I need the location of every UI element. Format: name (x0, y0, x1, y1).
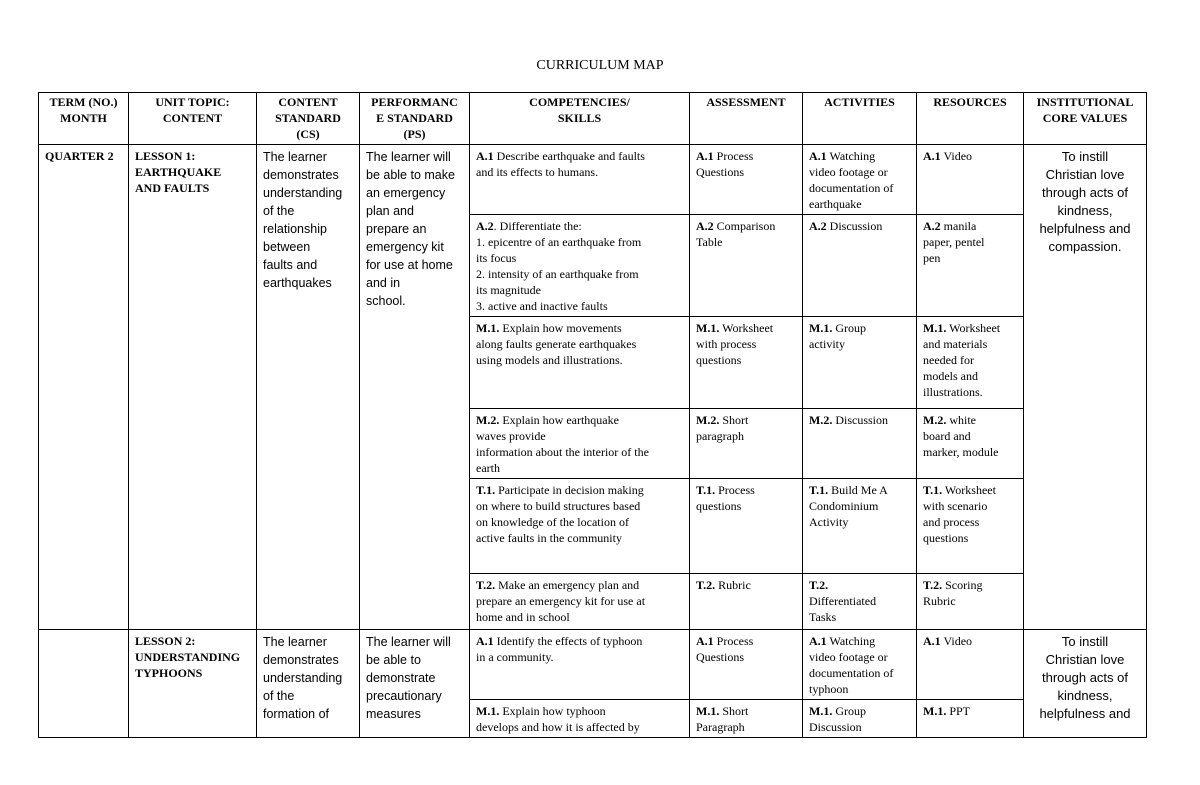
activity-cell-line: earthquake (809, 197, 862, 211)
resource-cell-line: with scenario (923, 499, 988, 513)
assessment-cell-text: Short (719, 704, 749, 718)
performance-standard-cell-line: prepare an (366, 222, 427, 236)
assessment-cell-text: Process (713, 634, 754, 648)
header-resources: RESOURCES (917, 93, 1024, 145)
performance-standard-cell-line: The learner will (366, 635, 451, 649)
competency-cell-line: on knowledge of the location of (476, 515, 629, 529)
competency-cell-line: its focus (476, 251, 517, 265)
core-values-cell-line: compassion. (1048, 239, 1122, 254)
performance-standard-cell-line: emergency kit (366, 240, 444, 254)
competency-cell-line (476, 148, 683, 164)
unit-topic-cell-line: EARTHQUAKE (135, 165, 222, 179)
activity-cell (803, 700, 917, 738)
competency-cell-line: on where to build structures based (476, 499, 641, 513)
header-content-standard: CONTENT STANDARD (CS) (257, 93, 360, 145)
competency-cell-line: and its effects to humans. (476, 165, 599, 179)
resource-cell (917, 574, 1024, 630)
activity-cell-line: typhoon (809, 682, 849, 696)
assessment-cell (690, 630, 803, 700)
resource-cell-text: Worksheet (942, 483, 996, 497)
core-values-cell-line: To instill (1061, 634, 1109, 649)
competency-cell-code: A.1 (476, 634, 494, 648)
competency-cell (470, 574, 690, 630)
activity-cell-line: documentation of (809, 181, 894, 195)
competency-cell-line: 1. epicentre of an earthquake from (476, 235, 642, 249)
activity-cell-line: documentation of (809, 666, 894, 680)
resource-cell-line: paper, pentel (923, 235, 985, 249)
competency-cell-code: A.1 (476, 149, 494, 163)
resource-cell-text: manila (940, 219, 977, 233)
resource-cell-line: pen (923, 251, 941, 265)
resource-cell-line: and materials (923, 337, 988, 351)
resource-cell-text: Scoring (942, 578, 983, 592)
assessment-cell (690, 700, 803, 738)
resource-cell (917, 630, 1024, 700)
performance-standard-cell-line: The learner will (366, 150, 451, 164)
assessment-cell-line (696, 218, 796, 234)
core-values-cell-line: kindness, (1057, 688, 1113, 703)
resource-cell-code: T.1. (923, 483, 943, 497)
activity-cell-line (809, 148, 910, 164)
performance-standard-cell-line: demonstrate (366, 671, 436, 685)
activity-cell-code: M.1. (809, 704, 833, 718)
competency-cell (470, 409, 690, 479)
resource-cell-line: models and (923, 369, 978, 383)
header-core-values: INSTITUTIONAL CORE VALUES (1024, 93, 1147, 145)
header-row (39, 93, 1147, 145)
assessment-cell-line: questions (696, 499, 742, 513)
term-cell (39, 630, 129, 738)
page-title: CURRICULUM MAP (536, 58, 664, 73)
activity-cell-line (809, 633, 910, 649)
core-values-cell (1024, 630, 1147, 738)
assessment-cell-text: Rubric (715, 578, 751, 592)
competency-cell (470, 630, 690, 700)
assessment-cell-line: paragraph (696, 429, 744, 443)
header-activities: ACTIVITIES (803, 93, 917, 145)
resource-cell-code: A.1 (923, 149, 941, 163)
activity-cell-line: video footage or (809, 650, 888, 664)
assessment-cell-line: Table (696, 235, 723, 249)
activity-cell-line: video footage or (809, 165, 888, 179)
activity-cell-text: Discussion (832, 413, 888, 427)
header-term: TERM (NO.) MONTH (39, 93, 129, 145)
competency-cell-line: active faults in the community (476, 531, 622, 545)
activity-cell-code: T.1. (809, 483, 829, 497)
unit-topic-cell (129, 145, 257, 630)
resource-cell-text: Worksheet (946, 321, 1001, 335)
header-performance-standard: PERFORMANC E STANDARD (PS) (360, 93, 470, 145)
competency-cell-code: A.2 (476, 219, 494, 233)
competency-cell-line: information about the interior of the (476, 445, 649, 459)
core-values-cell-line: Christian love (1045, 652, 1125, 667)
competency-cell (470, 479, 690, 574)
content-standard-cell-line: The learner (263, 150, 327, 164)
competency-cell-line: 2. intensity of an earthquake from (476, 267, 639, 281)
resource-cell-code: M.2. (923, 413, 947, 427)
table-row (39, 630, 1147, 700)
resource-cell-text: PPT (946, 704, 971, 718)
core-values-cell-line: helpfulness and (1039, 706, 1131, 721)
competency-cell (470, 700, 690, 738)
competency-cell-text: Make an emergency plan and (495, 578, 640, 592)
activity-cell (803, 145, 917, 215)
resource-cell-line: needed for (923, 353, 974, 367)
activity-cell-line: Differentiated (809, 594, 877, 608)
core-values-cell-line: Christian love (1045, 167, 1125, 182)
competency-cell-line: using models and illustrations. (476, 353, 623, 367)
activity-cell (803, 215, 917, 317)
competency-cell-line: its magnitude (476, 283, 541, 297)
core-values-cell-line: kindness, (1057, 203, 1113, 218)
content-standard-cell-line: relationship (263, 222, 327, 236)
performance-standard-cell-line: school. (366, 294, 406, 308)
competency-cell-line (476, 218, 683, 234)
term-cell: QUARTER 2 (39, 145, 129, 630)
competency-cell-code: T.2. (476, 578, 496, 592)
assessment-cell (690, 317, 803, 409)
competency-cell-text: Participate in decision making (495, 483, 644, 497)
activity-cell-code: M.2. (809, 413, 833, 427)
content-standard-cell-line: of the (263, 204, 295, 218)
resource-cell-text: Video (940, 149, 973, 163)
assessment-cell-line: Questions (696, 165, 744, 179)
assessment-cell-code: T.2. (696, 578, 716, 592)
assessment-cell-code: A.1 (696, 634, 714, 648)
performance-standard-cell-line: for use at home (366, 258, 453, 272)
competency-cell-line (476, 482, 683, 498)
content-standard-cell-line: understanding (263, 186, 343, 200)
assessment-cell-code: T.1. (696, 483, 716, 497)
resource-cell-line: and process (923, 515, 980, 529)
content-standard-cell (257, 145, 360, 630)
activity-cell-code: A.1 (809, 634, 827, 648)
activity-cell-line (809, 577, 910, 593)
activity-cell-line: Condominium (809, 499, 879, 513)
assessment-cell-line (696, 148, 796, 164)
activity-cell-text: Group (832, 321, 866, 335)
assessment-cell-line (696, 577, 796, 593)
content-standard-cell-line: faults and (263, 258, 318, 272)
assessment-cell-text: Comparison (713, 219, 776, 233)
resource-cell-line (923, 412, 1017, 428)
activity-cell (803, 574, 917, 630)
assessment-cell-line (696, 320, 796, 336)
performance-standard-cell-line: measures (366, 707, 421, 721)
competency-cell (470, 215, 690, 317)
resource-cell-line (923, 633, 1017, 649)
core-values-cell-line: through acts of (1042, 670, 1128, 685)
content-standard-cell-line: formation of (263, 707, 330, 721)
assessment-cell-line (696, 412, 796, 428)
resource-cell-code: A.2 (923, 219, 941, 233)
activity-cell (803, 479, 917, 574)
resource-cell-code: M.1. (923, 704, 947, 718)
competency-cell-text: Identify the effects of typhoon (493, 634, 643, 648)
activity-cell-code: A.2 (809, 219, 827, 233)
core-values-cell-line: through acts of (1042, 185, 1128, 200)
resource-cell-line: marker, module (923, 445, 999, 459)
activity-cell (803, 409, 917, 479)
competency-cell-line: along faults generate earthquakes (476, 337, 637, 351)
resource-cell (917, 409, 1024, 479)
assessment-cell-code: M.2. (696, 413, 720, 427)
competency-cell-line (476, 412, 683, 428)
resource-cell-code: T.2. (923, 578, 943, 592)
activity-cell-code: A.1 (809, 149, 827, 163)
performance-standard-cell-line: plan and (366, 204, 414, 218)
competency-cell-code: M.2. (476, 413, 500, 427)
competency-cell-code: T.1. (476, 483, 496, 497)
assessment-cell-line (696, 633, 796, 649)
resource-cell-code: A.1 (923, 634, 941, 648)
activity-cell-line (809, 703, 910, 719)
resource-cell (917, 700, 1024, 738)
resource-cell (917, 215, 1024, 317)
performance-standard-cell-line: be able to make (366, 168, 455, 182)
core-values-cell (1024, 145, 1147, 630)
resource-cell-line (923, 577, 1017, 593)
activity-cell-line: activity (809, 337, 845, 351)
resource-cell-line (923, 482, 1017, 498)
activity-cell (803, 317, 917, 409)
performance-standard-cell (360, 145, 470, 630)
resource-cell-line: Rubric (923, 594, 956, 608)
assessment-cell-line: with process (696, 337, 757, 351)
activity-cell (803, 630, 917, 700)
header-competencies: COMPETENCIES/ SKILLS (470, 93, 690, 145)
content-standard-cell (257, 630, 360, 738)
content-standard-cell-line: earthquakes (263, 276, 332, 290)
header-unit-topic: UNIT TOPIC: CONTENT (129, 93, 257, 145)
assessment-cell-line (696, 703, 796, 719)
activity-cell-code: M.1. (809, 321, 833, 335)
unit-topic-cell-line: LESSON 2: (135, 634, 196, 648)
competency-cell-text: Explain how earthquake (499, 413, 619, 427)
assessment-cell (690, 574, 803, 630)
competency-cell-code: M.1. (476, 321, 500, 335)
resource-cell-line: illustrations. (923, 385, 983, 399)
competency-cell-text: Explain how typhoon (499, 704, 606, 718)
competency-cell-line (476, 633, 683, 649)
competency-cell-line: 3. active and inactive faults (476, 299, 608, 313)
activity-cell-text: Build Me A (828, 483, 888, 497)
activity-cell-line: Activity (809, 515, 849, 529)
competency-cell-line: home and in school (476, 610, 570, 624)
performance-standard-cell (360, 630, 470, 738)
activity-cell-line (809, 320, 910, 336)
performance-standard-cell-line: and in (366, 276, 401, 290)
assessment-cell (690, 215, 803, 317)
competency-cell-line: waves provide (476, 429, 546, 443)
assessment-cell-text: Process (715, 483, 755, 497)
unit-topic-cell-line: LESSON 1: (135, 149, 196, 163)
table-row (39, 145, 1147, 215)
competency-cell-text: Describe earthquake and faults (493, 149, 645, 163)
assessment-cell-text: Short (719, 413, 749, 427)
content-standard-cell-line: understanding (263, 671, 343, 685)
unit-topic-cell (129, 630, 257, 738)
competency-cell-line: earth (476, 461, 500, 475)
resource-cell-line: questions (923, 531, 969, 545)
assessment-cell-code: A.1 (696, 149, 714, 163)
assessment-cell-line (696, 482, 796, 498)
core-values-cell-line: To instill (1061, 149, 1109, 164)
activity-cell-line: Tasks (809, 610, 837, 624)
assessment-cell-text: Worksheet (719, 321, 774, 335)
unit-topic-cell-line: TYPHOONS (135, 666, 203, 680)
header-assessment: ASSESSMENT (690, 93, 803, 145)
activity-cell-line: Discussion (809, 720, 862, 734)
activity-cell-line (809, 412, 910, 428)
activity-cell-code: T.2. (809, 578, 829, 592)
resource-cell-line (923, 320, 1017, 336)
performance-standard-cell-line: an emergency (366, 186, 446, 200)
curriculum-table (38, 92, 1147, 738)
assessment-cell-text: Process (713, 149, 754, 163)
core-values-cell-line: helpfulness and (1039, 221, 1131, 236)
activity-cell-text: Group (832, 704, 866, 718)
resource-cell-line (923, 218, 1017, 234)
resource-cell (917, 479, 1024, 574)
resource-cell-text: Video (940, 634, 973, 648)
assessment-cell-line: questions (696, 353, 742, 367)
activity-cell-text: Discussion (826, 219, 883, 233)
assessment-cell-code: A.2 (696, 219, 714, 233)
assessment-cell (690, 145, 803, 215)
competency-cell-line (476, 577, 683, 593)
content-standard-cell-line: of the (263, 689, 295, 703)
activity-cell-text: Watching (826, 149, 876, 163)
competency-cell-line: in a community. (476, 650, 554, 664)
resource-cell (917, 145, 1024, 215)
assessment-cell-line: Paragraph (696, 720, 745, 734)
resource-cell-line: board and (923, 429, 971, 443)
assessment-cell-code: M.1. (696, 321, 720, 335)
resource-cell (917, 317, 1024, 409)
assessment-cell-line: Questions (696, 650, 744, 664)
content-standard-cell-line: demonstrates (263, 653, 339, 667)
competency-cell-line: prepare an emergency kit for use at (476, 594, 646, 608)
competency-cell-line (476, 320, 683, 336)
competency-cell-code: M.1. (476, 704, 500, 718)
assessment-cell (690, 409, 803, 479)
unit-topic-cell-line: AND FAULTS (135, 181, 210, 195)
assessment-cell-code: M.1. (696, 704, 720, 718)
resource-cell-line (923, 148, 1017, 164)
content-standard-cell-line: between (263, 240, 311, 254)
unit-topic-cell-line: UNDERSTANDING (135, 650, 241, 664)
competency-cell-line (476, 703, 683, 719)
competency-cell-line: develops and how it is affected by (476, 720, 640, 734)
activity-cell-line (809, 218, 910, 234)
competency-cell-text: Explain how movements (499, 321, 622, 335)
assessment-cell (690, 479, 803, 574)
resource-cell-line (923, 703, 1017, 719)
resource-cell-code: M.1. (923, 321, 947, 335)
competency-cell (470, 317, 690, 409)
performance-standard-cell-line: precautionary (366, 689, 442, 703)
competency-cell-text: . Differentiate the: (493, 219, 582, 233)
activity-cell-text: Watching (826, 634, 876, 648)
performance-standard-cell-line: be able to (366, 653, 421, 667)
competency-cell (470, 145, 690, 215)
content-standard-cell-line: The learner (263, 635, 327, 649)
content-standard-cell-line: demonstrates (263, 168, 339, 182)
activity-cell-line (809, 482, 910, 498)
resource-cell-text: white (946, 413, 976, 427)
